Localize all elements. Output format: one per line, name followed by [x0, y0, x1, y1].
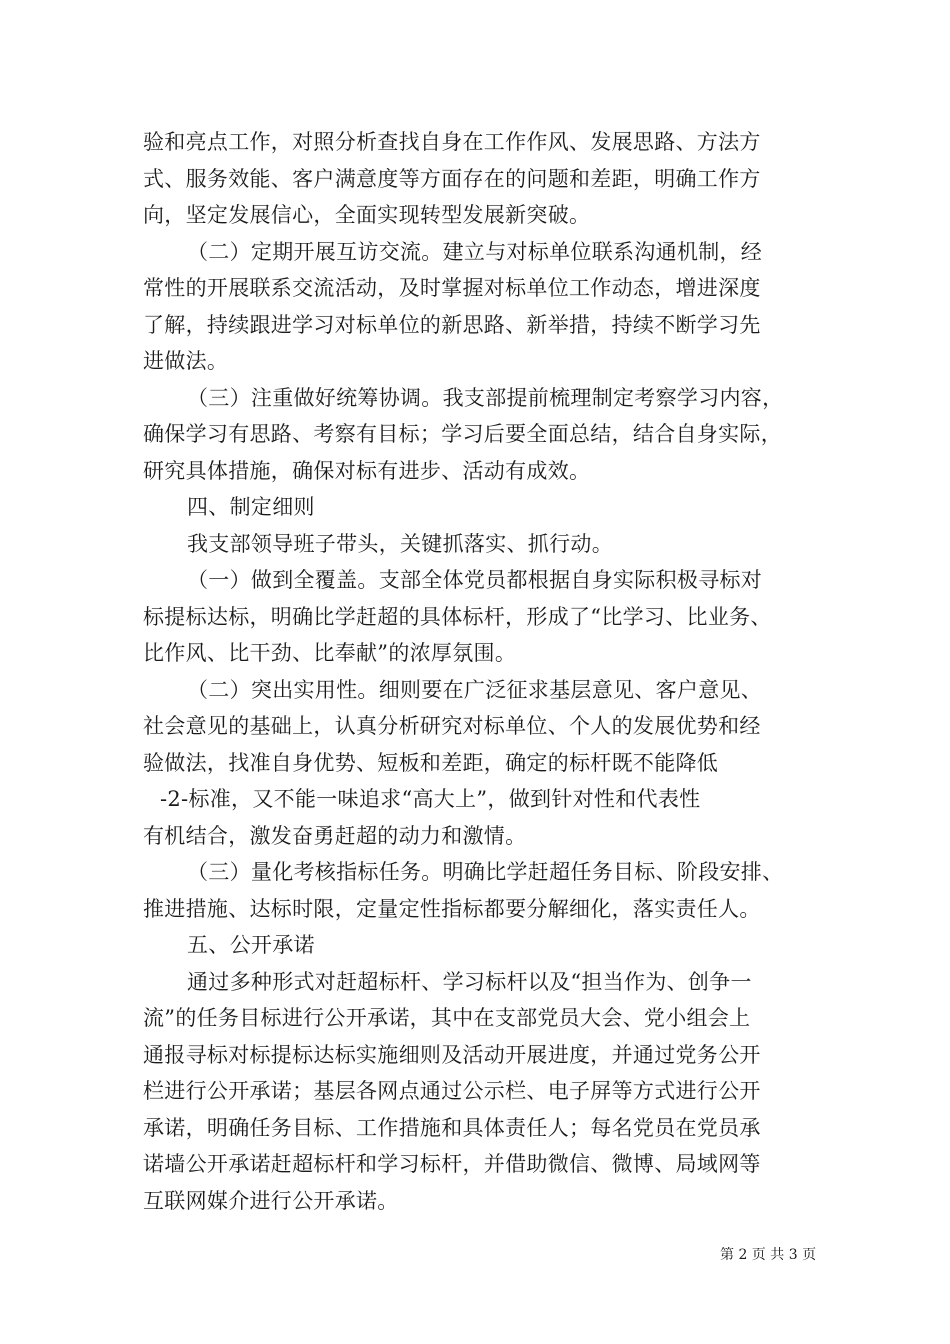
- text-line: 了解，持续跟进学习对标单位的新思路、新举措，持续不断学习先: [143, 313, 761, 337]
- paragraph-heading-3: （三）注重做好统筹协调。我支部提前梳理制定考察学习内容，: [187, 386, 784, 410]
- page-number-footer: 第 2 页 共 3 页: [720, 1247, 817, 1263]
- text-line: 向，坚定发展信心，全面实现转型发展新突破。: [143, 203, 591, 227]
- text-line: 常性的开展联系交流活动，及时掌握对标单位工作动态，增进深度: [143, 276, 761, 300]
- section-heading-4: 四、制定细则: [187, 495, 315, 519]
- text-line: 比作风、比干劲、比奉献”的浓厚氛围。: [143, 641, 517, 665]
- text-line: 验和亮点工作，对照分析查找自身在工作作风、发展思路、方法方: [143, 130, 761, 154]
- text-line: 通过多种形式对赶超标杆、学习标杆以及“担当作为、创争一: [187, 970, 752, 994]
- paragraph-heading-3: （三）量化考核指标任务。明确比学赶超任务目标、阶段安排、: [187, 860, 784, 884]
- text-line: 互联网媒介进行公开承诺。: [143, 1189, 399, 1213]
- text-line: 式、服务效能、客户满意度等方面存在的问题和差距，明确工作方: [143, 167, 761, 191]
- text-line: 确保学习有思路、考察有目标；学习后要全面总结，结合自身实际，: [143, 422, 782, 446]
- text-line: 通报寻标对标提标达标实施细则及活动开展进度，并通过党务公开: [143, 1043, 761, 1067]
- text-line: 栏进行公开承诺；基层各网点通过公示栏、电子屏等方式进行公开: [143, 1079, 761, 1103]
- text-line: 有机结合，激发奋勇赶超的动力和激情。: [143, 824, 527, 848]
- text-line: -2-标准，又不能一味追求“高大上”，做到针对性和代表性: [160, 787, 701, 811]
- text-line: 研究具体措施，确保对标有进步、活动有成效。: [143, 459, 591, 483]
- text-line: 验做法，找准自身优势、短板和差距，确定的标杆既不能降低: [143, 751, 719, 775]
- text-line: 我支部领导班子带头，关键抓落实、抓行动。: [187, 532, 613, 556]
- text-line: 推进措施、达标时限，定量定性指标都要分解细化，落实责任人。: [143, 897, 761, 921]
- paragraph-heading-2: （二）定期开展互访交流。建立与对标单位联系沟通机制，经: [187, 240, 763, 264]
- text-line: 流”的任务目标进行公开承诺，其中在支部党员大会、党小组会上: [143, 1006, 751, 1030]
- text-line: 标提标达标，明确比学赶超的具体标杆，形成了“比学习、比业务、: [143, 605, 772, 629]
- paragraph-heading-2: （二）突出实用性。细则要在广泛征求基层意见、客户意见、: [187, 678, 763, 702]
- paragraph-heading-1: （一）做到全覆盖。支部全体党员都根据自身实际积极寻标对: [187, 568, 763, 592]
- text-line: 承诺，明确任务目标、工作措施和具体责任人；每名党员在党员承: [143, 1116, 761, 1140]
- text-line: 诺墙公开承诺赶超标杆和学习标杆，并借助微信、微博、局域网等: [143, 1152, 761, 1176]
- section-heading-5: 五、公开承诺: [187, 933, 315, 957]
- text-line: 进做法。: [143, 349, 229, 373]
- text-line: 社会意见的基础上，认真分析研究对标单位、个人的发展优势和经: [143, 714, 761, 738]
